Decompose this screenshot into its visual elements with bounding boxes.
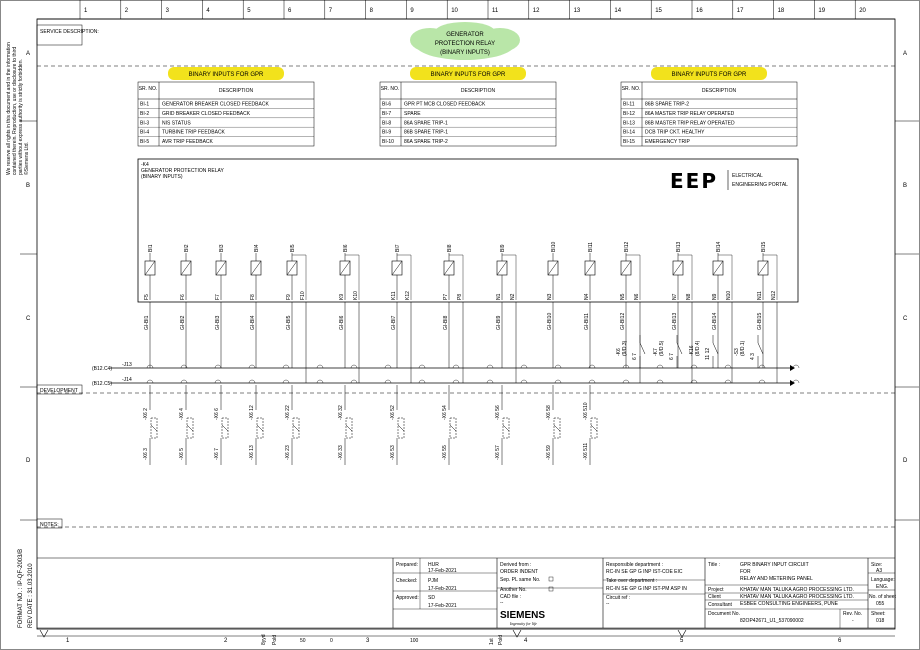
wire-label: GI-BI10	[547, 312, 553, 330]
sr-no-header: SR. NO.	[380, 86, 400, 92]
svg-text:Pold: Pold	[498, 634, 504, 645]
ext-terminal-top: -X6 56	[495, 405, 501, 420]
circuit: --	[606, 601, 610, 607]
binary-input-1	[143, 244, 157, 465]
wire-label: GI-BI15	[757, 312, 763, 330]
bi-label: BI9	[500, 244, 506, 252]
cad-file-label: CAD file :	[500, 594, 522, 600]
row-description: 86B SPARE TRIP-1	[404, 129, 448, 136]
column-number: 5	[247, 8, 251, 14]
ext-terminal-top: -X6 6	[214, 408, 220, 420]
column-number: 17	[736, 8, 744, 14]
column-number: 20	[859, 8, 866, 14]
wire-label: GI-BI14	[712, 312, 718, 330]
wire-label: GI-BI7	[391, 315, 397, 330]
ext-terminal-top: -X6 54	[442, 405, 448, 420]
svg-text:FORMAT NO. : IP-QF-2003/B: FORMAT NO. : IP-QF-2003/B	[18, 548, 24, 628]
terminal-1: F9	[286, 294, 292, 300]
binary-input-table	[138, 67, 314, 146]
svg-text:6: 6	[838, 638, 842, 644]
bi-label: BI8	[447, 244, 453, 252]
terminal-1: N1	[496, 293, 502, 300]
cad-file: --	[500, 600, 504, 606]
row-description: 86A MASTER TRIP RELAY OPERATED	[645, 110, 735, 117]
row-sr: BI-13	[623, 120, 635, 127]
terminal-1: N4	[584, 293, 590, 300]
size-label: Size:	[871, 562, 883, 568]
company-tagline: Ingenuity for life	[510, 621, 537, 626]
terminal-1: P7	[443, 293, 449, 300]
row-letter-left: B	[26, 183, 31, 189]
row-sr: BI-8	[382, 120, 392, 127]
ext-terminal-top: -X6 12	[249, 405, 255, 420]
row-sr: BI-2	[140, 110, 150, 117]
row-sr: BI-3	[140, 120, 150, 127]
bottom-scale	[37, 630, 895, 645]
ext-terminal-top: -X6 32	[338, 405, 344, 420]
ext-terminal-bottom: -X6 33	[338, 445, 344, 460]
row-description: EMERGENCY TRIP	[645, 139, 690, 146]
take-over: RC-IN SE GP G INP IST-PM ASP IN	[606, 586, 687, 592]
bi-label: BI10	[551, 241, 557, 252]
resp-dept-label: Responsible department :	[606, 562, 663, 568]
terminal-2: F10	[300, 291, 306, 300]
row-sr: BI-4	[140, 129, 150, 136]
contact-tag: -K7	[653, 348, 659, 356]
buses	[92, 362, 799, 387]
row-sr: BI-6	[382, 101, 392, 108]
contact-pins: 11 12	[705, 347, 711, 360]
svg-text:ELECTRICAL: ELECTRICAL	[732, 173, 763, 179]
wire-label: GI-BI2	[180, 315, 186, 330]
svg-text:0: 0	[330, 638, 333, 644]
contact-ref: (9/D.5)	[659, 340, 665, 356]
company-logo: SIEMENS	[500, 610, 546, 621]
description-header: DESCRIPTION	[701, 88, 737, 94]
binary-input-2	[179, 244, 193, 465]
bi-label: BI12	[624, 241, 630, 252]
project-label: Project	[708, 587, 724, 593]
circuit-label: Circuit ref :	[606, 595, 631, 601]
row-sr: BI-11	[623, 101, 635, 108]
service-description-label: SERVICE DESCRIPTION:	[40, 29, 99, 35]
binary-input-11	[583, 242, 597, 465]
bi-label: BI1	[148, 244, 154, 252]
column-number: 10	[451, 8, 458, 14]
approved-by: SD	[428, 595, 435, 601]
sr-no-header: SR. NO.	[621, 86, 641, 92]
column-number: 15	[655, 8, 662, 14]
column-number: 2	[124, 8, 129, 14]
svg-text:50: 50	[300, 638, 306, 644]
relay-contact	[653, 335, 682, 368]
rev-label: Rev. No.	[843, 611, 863, 617]
row-description: 86A SPARE TRIP-1	[404, 120, 448, 127]
approved-label: Approved:	[396, 595, 419, 601]
ext-terminal-top: -X6 22	[285, 405, 291, 420]
bi-label: BI14	[716, 241, 722, 252]
terminal-1: F7	[215, 294, 221, 300]
row-description: 86A SPARE TRIP-2	[404, 139, 448, 146]
binary-input-7	[390, 244, 411, 465]
svg-text:100: 100	[410, 638, 419, 644]
notes-label: NOTES:	[40, 522, 59, 528]
take-over-label: Take over department :	[606, 578, 658, 584]
binary-input-3	[214, 244, 228, 465]
terminal-1: N11	[757, 291, 763, 300]
bus-ref: (B12.C5)	[92, 381, 113, 387]
row-sr: BI-12	[623, 110, 635, 117]
title-label: Title :	[708, 562, 721, 568]
row-description: GRID BREAKER CLOSED FEEDBACK	[162, 110, 251, 117]
consultant: ESBEE CONSULTING ENGINEERS, PUNE	[740, 601, 838, 607]
language: ENG.	[876, 584, 889, 590]
binary-input-4	[249, 244, 263, 465]
ext-terminal-top: -X6 52	[390, 405, 396, 420]
bus-ref: (B12.C4)	[92, 366, 113, 372]
bi-label: BI13	[676, 241, 682, 252]
binary-input-10	[546, 241, 560, 465]
relay-tag: -K4	[141, 162, 149, 168]
row-description: 86B MASTER TRIP RELAY OPERATED	[645, 120, 735, 127]
binary-input-6	[338, 244, 359, 465]
relay-contact	[616, 335, 645, 368]
column-number: 7	[328, 8, 333, 14]
format-number	[18, 549, 24, 628]
bi-label: BI2	[184, 244, 190, 252]
title-line-c: RELAY AND METERING PANEL	[740, 576, 813, 582]
client: KHATAV MAN TALUKA AGRO PROCESSING LTD.	[740, 594, 854, 600]
contact-tag: -K16	[689, 345, 695, 356]
wire-label: GI-BI6	[339, 315, 345, 330]
row-letter-left: D	[26, 458, 31, 464]
docno-label: Document No.	[708, 611, 740, 617]
bi-label: BI15	[761, 241, 767, 252]
svg-text:4: 4	[524, 638, 528, 644]
bi-label: BI6	[343, 244, 349, 252]
terminal-1: F6	[180, 294, 186, 300]
terminal-2: P8	[457, 293, 463, 300]
binary-input-12	[620, 241, 640, 383]
row-sr: BI-7	[382, 110, 392, 117]
svg-text:5: 5	[680, 638, 684, 644]
bi-label: BI7	[395, 244, 401, 252]
row-description: AVR TRIP FEEDBACK	[162, 139, 213, 146]
bi-label: BI5	[290, 244, 296, 252]
relay-contact	[734, 335, 763, 368]
wire-label: GI-BI1	[144, 315, 150, 330]
rev: -	[852, 618, 854, 624]
svg-text:2: 2	[224, 638, 228, 644]
row-letter-right: C	[903, 316, 908, 322]
checked-by: PJM	[428, 578, 438, 584]
bus-line	[92, 362, 799, 372]
copyright-notice	[6, 42, 30, 175]
svg-text:8yyd: 8yyd	[261, 634, 267, 645]
ext-terminal-top: -X6 2	[143, 408, 149, 420]
table-heading: BINARY INPUTS FOR GPR	[671, 72, 747, 78]
row-sr: BI-5	[140, 139, 150, 146]
terminal-2: N10	[726, 290, 732, 300]
row-sr: BI-14	[623, 129, 635, 136]
contact-ref: (8/D.1)	[740, 340, 746, 356]
sr-no-header: SR. NO.	[138, 86, 158, 92]
terminal-2: N8	[686, 293, 692, 300]
terminal-1: N9	[712, 293, 718, 300]
column-number: 4	[206, 8, 210, 14]
title-line-2: PROTECTION RELAY	[434, 41, 496, 47]
checked-label: Checked:	[396, 578, 418, 584]
ext-terminal-bottom: -X6 5	[179, 448, 185, 460]
row-letter-left: A	[26, 51, 31, 57]
ext-terminal-bottom: -X6 57	[495, 445, 501, 460]
contact-tag: -S3	[734, 348, 740, 356]
binary-input-tables	[138, 67, 797, 146]
row-description: TURBINE TRIP FEEDBACK	[162, 129, 225, 136]
binary-input-table	[621, 67, 797, 146]
sheet-label: Sheet:	[871, 611, 886, 617]
resp-dept: RC-IN SE GP G INP IST-COE EIC	[606, 569, 683, 575]
wire-label: GI-BI11	[584, 313, 590, 330]
terminal-2: K10	[353, 291, 359, 300]
derived-from: ORDER INDENT	[500, 569, 539, 575]
binary-input-table	[380, 67, 556, 146]
column-number: 12	[532, 8, 540, 14]
binary-input-5	[285, 244, 306, 465]
relay-name: GENERATOR PROTECTION RELAY	[141, 168, 224, 174]
prepared-label: Prepared:	[396, 562, 418, 568]
binary-input-9	[495, 244, 516, 465]
ext-terminal-bottom: -X6 59	[546, 445, 552, 460]
column-number: 6	[288, 8, 292, 14]
size: A3	[876, 568, 883, 574]
row-description: GPR PT MCB CLOSED FEEDBACK	[404, 101, 486, 108]
relay-contacts	[616, 335, 763, 368]
title-cloud	[410, 22, 520, 60]
row-sr: BI-9	[382, 129, 392, 136]
wire-label: GI-BI3	[215, 315, 221, 330]
development-label: DEVELOPMENT	[40, 388, 78, 394]
row-sr: BI-15	[623, 139, 635, 146]
binary-input-14	[712, 241, 732, 383]
sheets: 055	[876, 601, 885, 607]
row-sr: BI-10	[382, 139, 394, 146]
bus-tag: -J14	[122, 377, 132, 383]
table-heading: BINARY INPUTS FOR GPR	[188, 72, 264, 78]
wire-label: GI-BI13	[672, 312, 678, 330]
title-line-a: GPR BINARY INPUT CIRCUIT	[740, 562, 809, 568]
terminal-1: F8	[250, 294, 256, 300]
row-description: 86B SPARE TRIP-2	[645, 101, 689, 108]
column-number: 11	[492, 8, 499, 14]
terminal-2: N6	[634, 293, 640, 300]
row-letter-right: D	[903, 458, 908, 464]
binary-input-8	[442, 244, 463, 465]
sep-pl-label: Sep. PL same No.	[500, 577, 541, 583]
docno: 82OP42671_U1_537090002	[740, 618, 804, 624]
column-number: 3	[165, 8, 169, 14]
derived-from-label: Derived from :	[500, 562, 532, 568]
terminal-1: N5	[620, 293, 626, 300]
binary-input-15	[757, 241, 777, 383]
svg-text:EEP: EEP	[670, 169, 718, 193]
row-description: NIS STATUS	[162, 120, 191, 127]
svg-text:3: 3	[366, 638, 370, 644]
column-number: 14	[614, 8, 622, 14]
sheet: 018	[876, 618, 885, 624]
title-block	[37, 558, 897, 628]
terminal-2: N12	[771, 290, 777, 300]
rev-date	[28, 563, 34, 628]
svg-text:contained therein. Reproductio: contained therein. Reproduction, use or disclosure to third	[12, 46, 18, 175]
checked-date: 17-Feb-2021	[428, 586, 457, 592]
row-letter-right: B	[903, 183, 908, 189]
row-description: SPARE	[404, 110, 421, 117]
column-number: 9	[410, 8, 414, 14]
relay-sub: (BINARY INPUTS)	[141, 174, 183, 180]
ext-terminal-bottom: -X6 55	[442, 445, 448, 460]
language-label: Language:	[871, 577, 895, 583]
project: KHATAV MAN TALUKA AGRO PROCESSING LTD.	[740, 587, 854, 593]
wire-label: GI-BI9	[496, 315, 502, 330]
bus-tag: -J13	[122, 362, 132, 368]
column-number: 1	[84, 8, 88, 14]
row-ruler	[20, 51, 919, 520]
wire-label: GI-BI12	[620, 312, 626, 330]
contact-tag: -K6	[616, 348, 622, 356]
column-number: 16	[696, 8, 703, 14]
ext-terminal-bottom: -X6 23	[285, 445, 291, 460]
wire-label: GI-BI5	[286, 315, 292, 330]
column-number: 19	[818, 8, 826, 14]
sheets-label: No. of sheet	[869, 594, 896, 600]
ext-terminal-top: -X6 4	[179, 408, 185, 420]
ext-terminal-bottom: -X6 53	[390, 445, 396, 460]
svg-text:Pold: Pold	[272, 634, 278, 645]
column-number: 8	[369, 8, 373, 14]
contact-pins: 6 7	[632, 353, 638, 360]
contact-pins: 4 3	[750, 353, 756, 360]
row-description: DCB TRIP CKT. HEALTHY	[645, 129, 705, 136]
svg-text:parties without express author: parties without express authority is strictly forbidden.	[18, 59, 24, 175]
ext-terminal-bottom: -X6 7	[214, 448, 220, 460]
binary-input-13	[672, 241, 692, 383]
terminal-1: K11	[391, 291, 397, 300]
another-label: Another No.	[500, 587, 527, 593]
svg-text:1st: 1st	[489, 638, 495, 645]
bi-label: BI11	[588, 242, 594, 252]
bus-line	[92, 377, 799, 387]
row-sr: BI-1	[140, 101, 150, 108]
ext-terminal-top: -X6 58	[546, 405, 552, 420]
title-line-3: (BINARY INPUTS)	[440, 50, 490, 56]
row-letter-right: A	[903, 51, 908, 57]
bi-label: BI3	[219, 244, 225, 252]
contact-ref: (8/D.4)	[695, 340, 701, 356]
contact-pins: 6 7	[669, 353, 675, 360]
terminal-2: N2	[510, 293, 516, 300]
svg-text:We reserve all rights in this: We reserve all rights in this document and in the information	[6, 42, 12, 175]
wire-label: GI-BI4	[250, 315, 256, 330]
svg-text:1: 1	[66, 638, 70, 644]
ext-terminal-top: -X6 510	[583, 402, 589, 420]
description-header: DESCRIPTION	[218, 88, 254, 94]
table-heading: BINARY INPUTS FOR GPR	[430, 72, 506, 78]
row-letter-left: C	[26, 316, 31, 322]
terminal-2: K12	[405, 291, 411, 300]
column-number: 18	[777, 8, 785, 14]
title-line-b: FOR	[740, 569, 751, 575]
contact-ref: (9/D.3)	[622, 340, 628, 356]
column-number: 13	[573, 8, 581, 14]
relay-box	[138, 159, 798, 302]
svg-text:ENGINEERING PORTAL: ENGINEERING PORTAL	[732, 182, 788, 188]
ext-terminal-bottom: -X6 3	[143, 448, 149, 460]
column-ruler	[80, 0, 867, 19]
consultant-label: Consultant	[708, 602, 732, 608]
svg-text:REV DATE : 31.03.2010: REV DATE : 31.03.2010	[28, 563, 34, 628]
terminal-1: F5	[144, 294, 150, 300]
row-description: GENERATOR BREAKER CLOSED FEEDBACK	[162, 101, 269, 108]
bi-label: BI4	[254, 244, 260, 252]
ext-terminal-bottom: -X6 13	[249, 445, 255, 460]
approved-date: 17-Feb-2021	[428, 603, 457, 609]
title-line-1: GENERATOR	[446, 32, 484, 38]
terminal-1: N3	[547, 293, 553, 300]
relay-contact	[689, 335, 718, 368]
eep-logo	[670, 169, 788, 193]
wire-label: GI-BI8	[443, 315, 449, 330]
ext-terminal-bottom: -X6 511	[583, 442, 589, 460]
svg-text:©Siemens Ltd.: ©Siemens Ltd.	[24, 142, 30, 175]
prepared-date: 17-Feb-2021	[428, 568, 457, 574]
terminal-1: N7	[672, 293, 678, 300]
description-header: DESCRIPTION	[460, 88, 496, 94]
prepared-by: HUR	[428, 562, 439, 568]
terminal-1: K9	[339, 293, 345, 300]
client-label: Client	[708, 594, 721, 600]
